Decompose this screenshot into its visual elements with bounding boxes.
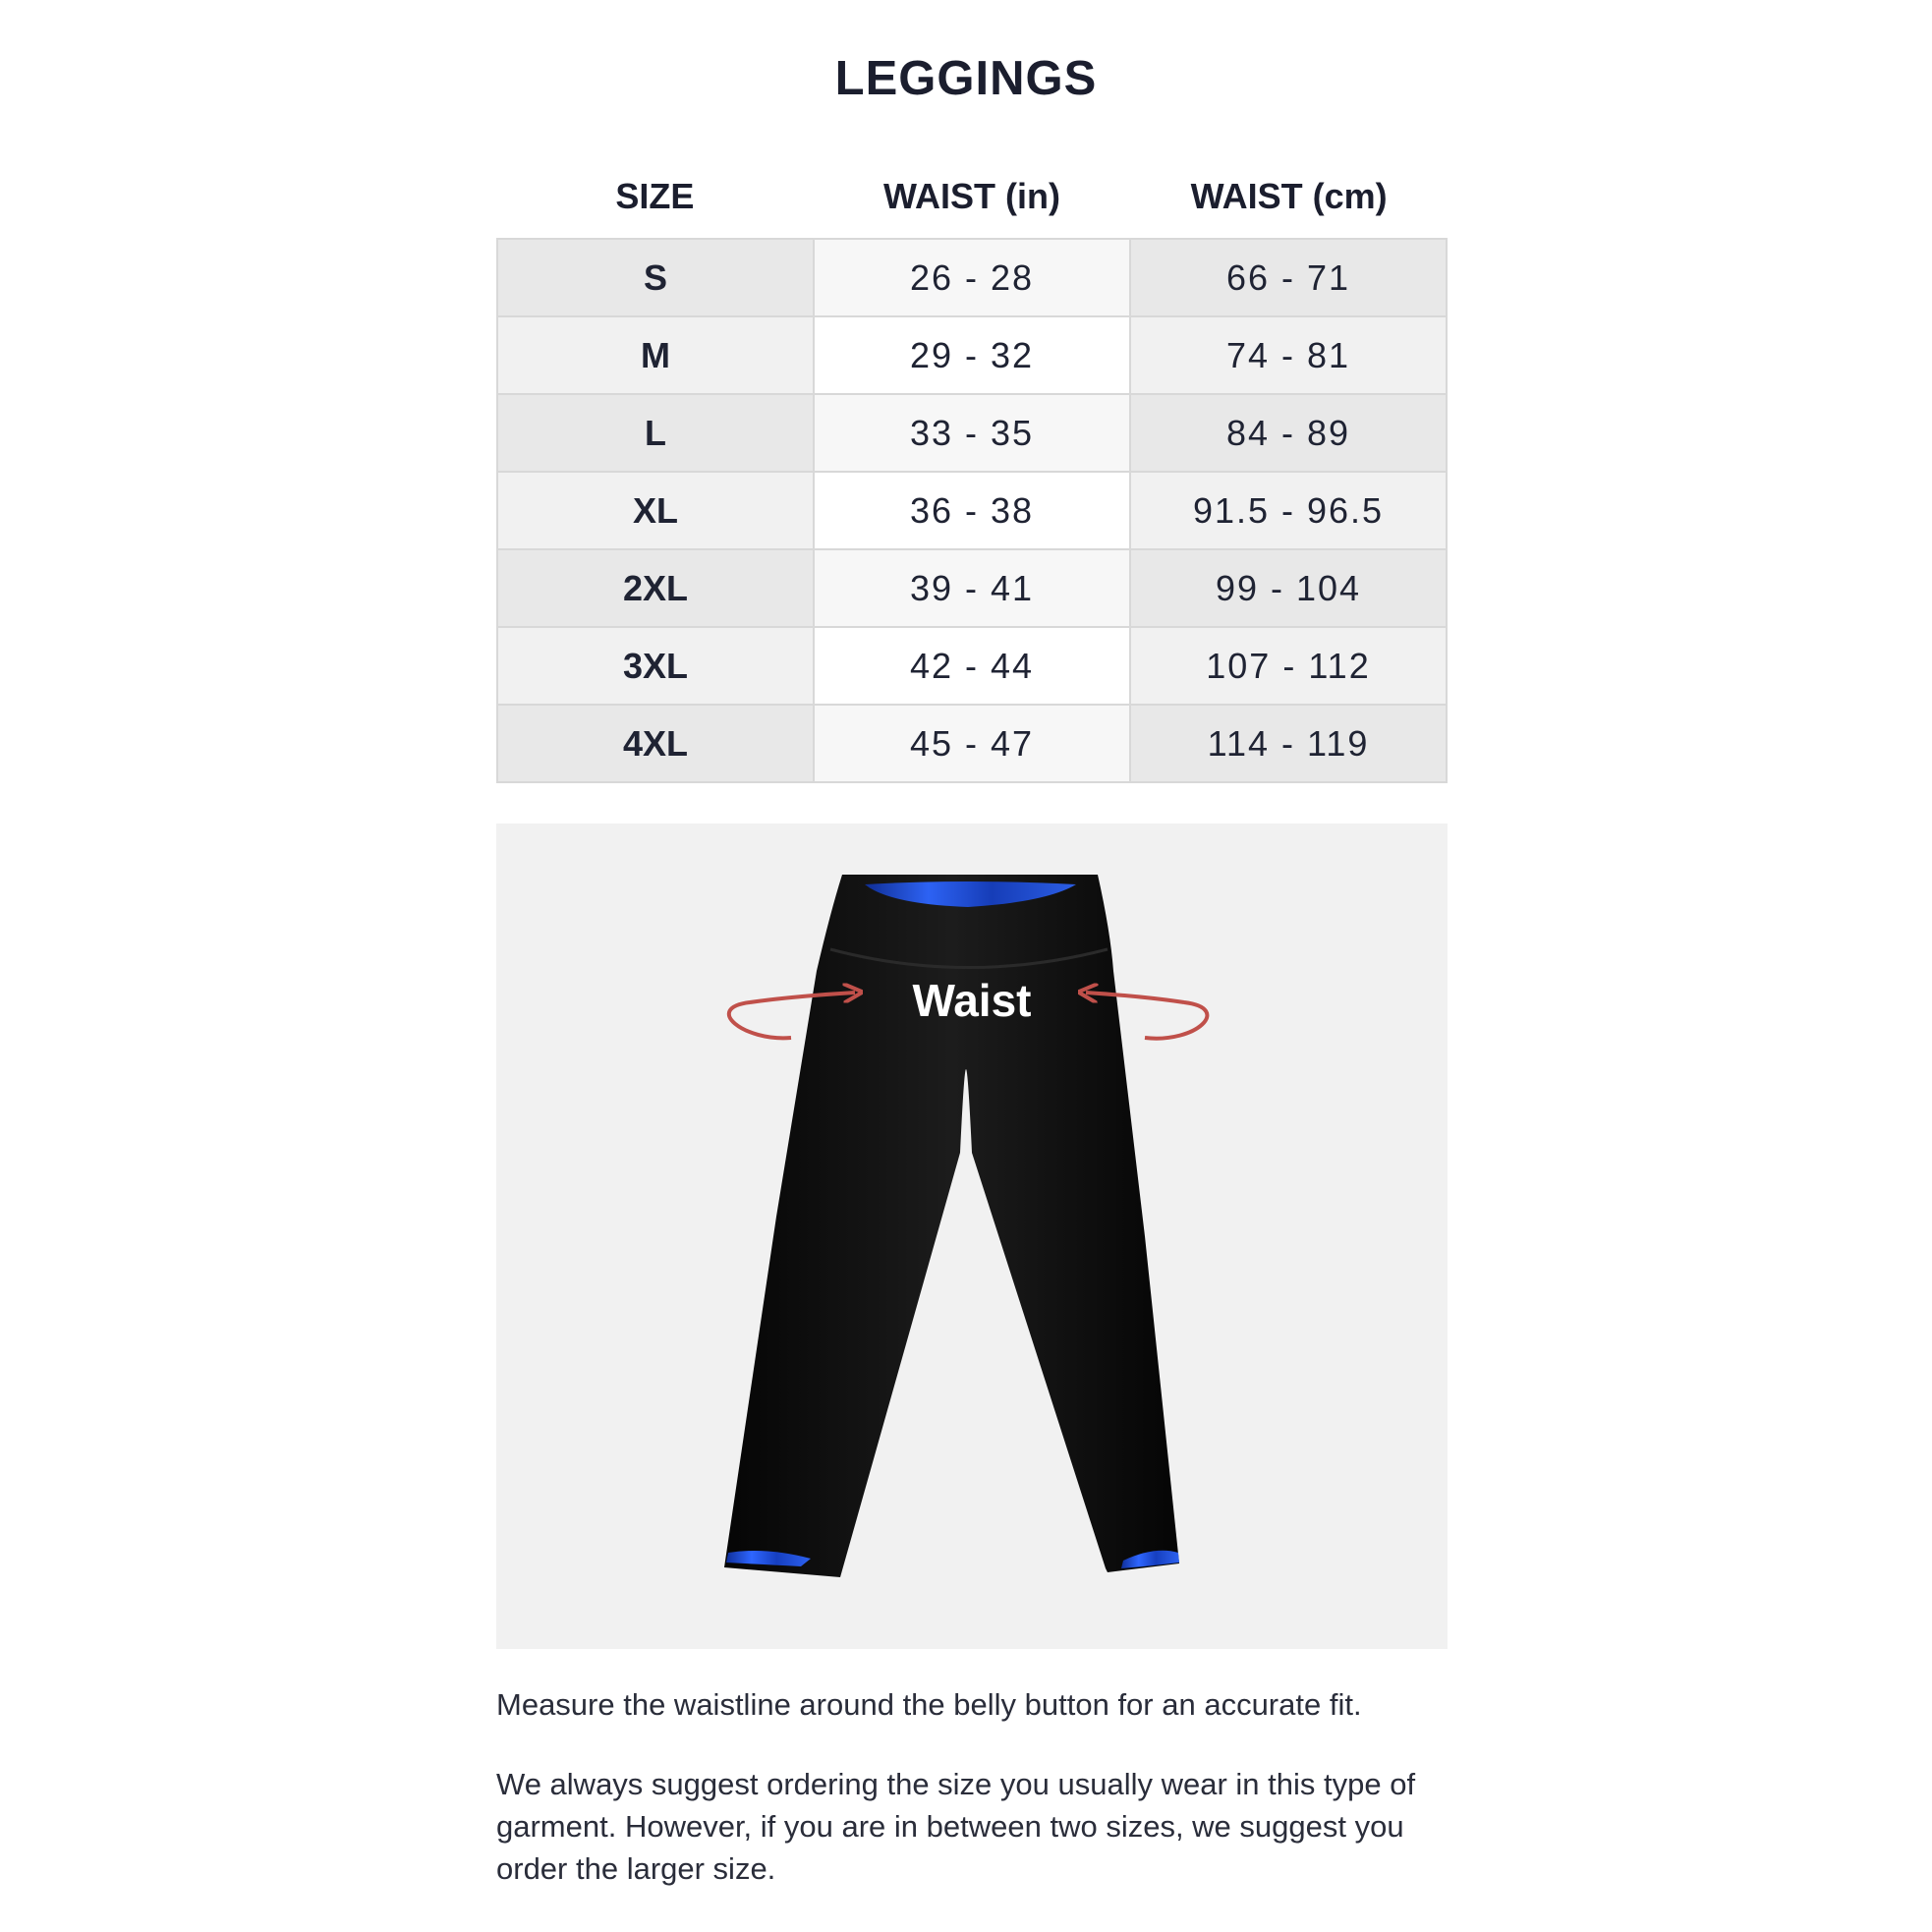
sizing-notes: [496, 1683, 1469, 1927]
table-row: [497, 239, 1447, 316]
measure-note: Measure the waistline around the belly button for an accurate fit.: [496, 1687, 1362, 1722]
waist-cm-cell: 114 - 119: [1130, 705, 1447, 782]
table-row: [497, 472, 1447, 549]
header-waist-in: WAIST (in): [883, 176, 1060, 216]
waist-cm-cell: 84 - 89: [1130, 394, 1447, 472]
leggings-illustration: [496, 824, 1448, 1649]
waist-cm-cell: 91.5 - 96.5: [1130, 472, 1447, 549]
waist-in-cell: 36 - 38: [814, 472, 1130, 549]
size-cell: 3XL: [497, 627, 814, 705]
waist-cm-cell: 74 - 81: [1130, 316, 1447, 394]
waist-in-cell: 29 - 32: [814, 316, 1130, 394]
waist-cm-cell: 107 - 112: [1130, 627, 1447, 705]
waist-in-cell: 45 - 47: [814, 705, 1130, 782]
size-cell: L: [497, 394, 814, 472]
page-title: LEGGINGS: [834, 52, 1098, 105]
size-cell: 2XL: [497, 549, 814, 627]
size-cell: XL: [497, 472, 814, 549]
waist-in-cell: 26 - 28: [814, 239, 1130, 316]
size-cell: 4XL: [497, 705, 814, 782]
waist-cm-cell: 66 - 71: [1130, 239, 1447, 316]
table-row: [497, 394, 1447, 472]
leggings-icon: [496, 824, 1448, 1649]
waist-in-cell: 39 - 41: [814, 549, 1130, 627]
table-row: [497, 627, 1447, 705]
size-table-header: [496, 169, 1448, 224]
size-cell: S: [497, 239, 814, 316]
size-cell: M: [497, 316, 814, 394]
table-row: [497, 549, 1447, 627]
waist-in-cell: 42 - 44: [814, 627, 1130, 705]
header-waist-cm: WAIST (cm): [1190, 176, 1388, 216]
size-table: [496, 238, 1448, 783]
table-row: [497, 705, 1447, 782]
waist-cm-cell: 99 - 104: [1130, 549, 1447, 627]
waist-label: Waist: [912, 975, 1032, 1026]
size-suggestion-note: We always suggest ordering the size you usually wear in this type of garment. However, if you are in between two sizes, we suggest you order the larger size.: [496, 1767, 1416, 1886]
waist-in-cell: 33 - 35: [814, 394, 1130, 472]
table-row: [497, 316, 1447, 394]
header-size: SIZE: [615, 176, 695, 216]
